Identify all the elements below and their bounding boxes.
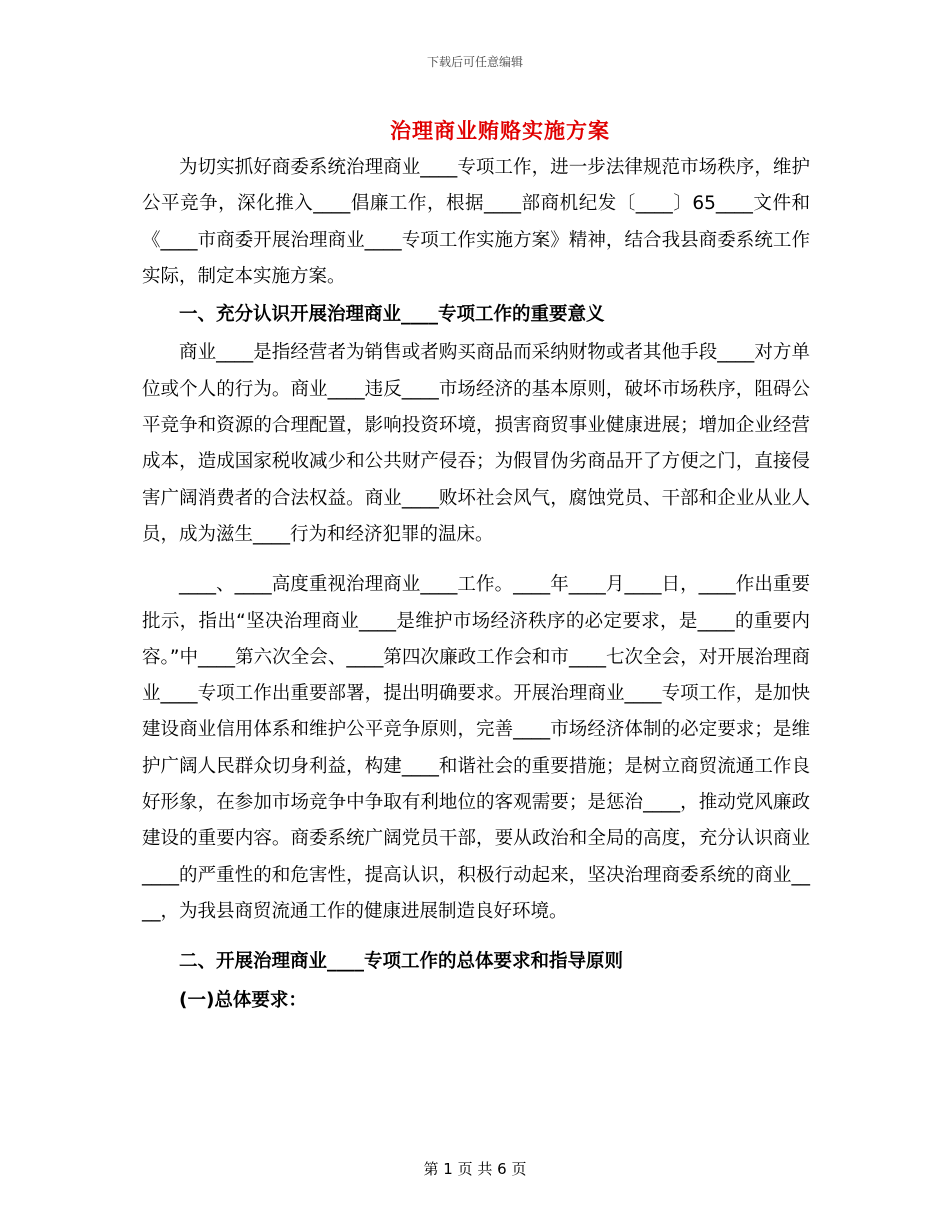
document-body xyxy=(142,150,810,1021)
document-title: 治理商业贿赂实施方案 xyxy=(390,119,610,143)
page-header: 下载后可任意编辑 xyxy=(426,55,523,69)
intro-paragraph: 为切实抓好商委系统治理商业____专项工作，进一步法律规范市场秩序，维护公平竞争，深化推入____倡廉工作，根据____部商机纪发〔____〕65____文件和《____市商委开展治理商业____专项工作实施方案》精神，结合我县商委系统工作实际，制定本实施方案。 xyxy=(142,157,810,287)
body-paragraph: 商业____是指经营者为销售或者购买商品而采纳财物或者其他手段____对方单位或个人的行为。商业____违反____市场经济的基本原则，破坏市场秩序，阻碍公平竞争和资源的合理配置，影响投资环境，损害商贸事业健康进展；增加企业经营成本，造成国家税收减少和公共财产侵吞；为假冒伪劣商品开了方便之门，直接侵害广阔消费者的合法权益。商业____败坏社会风气，腐蚀党员、干部和企业从业人员，成为滋生____行为和经济犯罪的温床。 xyxy=(142,342,810,545)
section-heading-2: 二、开展治理商业____专项工作的总体要求和指导原则 xyxy=(179,951,624,973)
page-footer: 第 1 页 共 6 页 xyxy=(423,1160,527,1178)
section-heading-1: 一、充分认识开展治理商业____专项工作的重要意义 xyxy=(179,304,605,326)
subsection-heading: (一)总体要求： xyxy=(179,989,307,1011)
body-paragraph: ____、____高度重视治理商业____工作。____年____月____日，____作出重要批示，指出“坚决治理商业____是维护市场经济秩序的必定要求，是____的重要内容。”中____第六次全会、____第四次廉政工作会和市____七次全会，对开展治理商业____专项工作出重要部署，提出明确要求。开展治理商业____专项工作，是加快建设商业信用体系和维护公平竞争原则，完善____市场经济体制的必定要求；是维护广阔人民群众切身利益，构建____和谐社会的重要措施；是树立商贸流通工作良好形象，在参加市场竞争中争取有利地位的客观需要；是惩治____，推动党风廉政建设的重要内容。商委系统广阔党员干部，要从政治和全局的高度，充分认识商业____的严重性的和危害性，提高认识，积极行动起来，坚决治理商委系统的商业____，为我县商贸流通工作的健康进展制造良好环境。 xyxy=(142,574,810,922)
